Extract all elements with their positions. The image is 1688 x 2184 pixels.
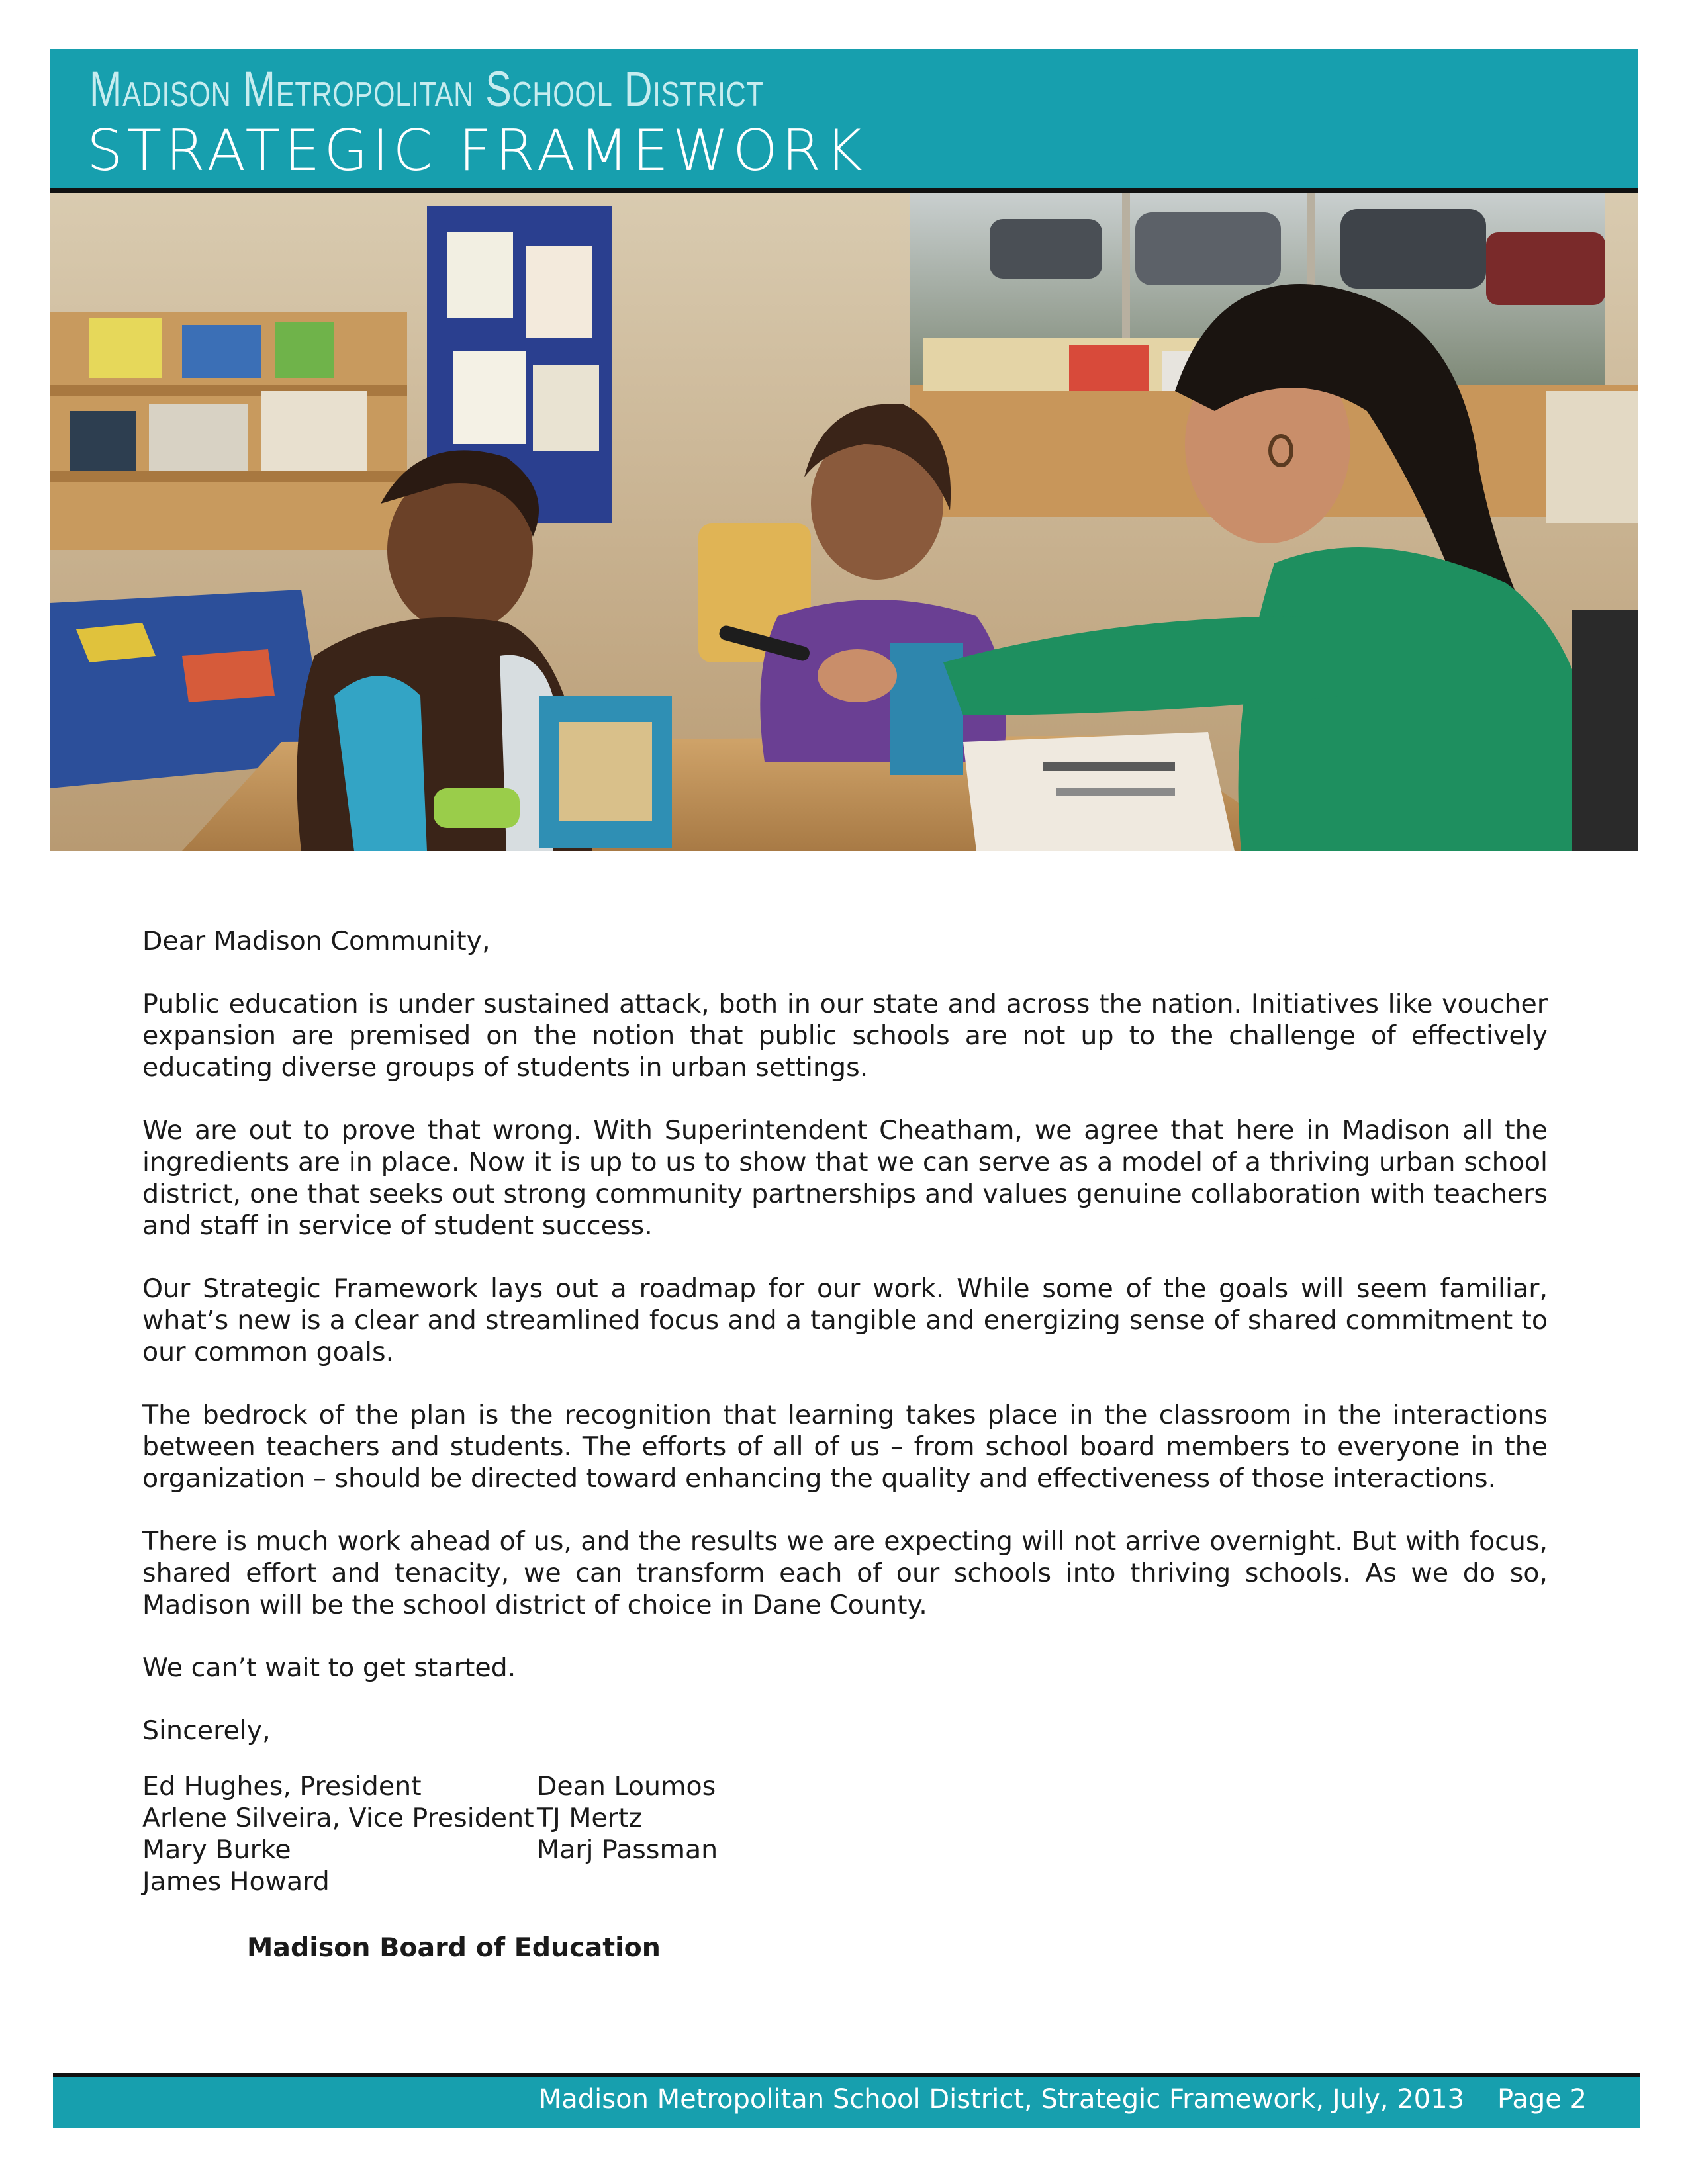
- letter-paragraph: Our Strategic Framework lays out a roadmap for our work. While some of the goals will seem familiar, what’s new is a clear and streamlined focus and a tangible and energizing sense of shared commitment to our common goals.: [142, 1273, 1548, 1367]
- signatory: Arlene Silveira, Vice President: [142, 1803, 534, 1833]
- letter-paragraph: Public education is under sustained attack, both in our state and across the nation. Initiatives like voucher expansion are premised on the notion that public schools are not up to the challenge of effectively educating diverse groups of students in urban settings.: [142, 989, 1548, 1083]
- signatory: TJ Mertz: [537, 1803, 643, 1833]
- letter-paragraph: We can’t wait to get started.: [142, 1653, 516, 1683]
- letter-paragraph: There is much work ahead of us, and the results we are expecting will not arrive overnight. But with focus, shared effort and tenacity, we can transform each of our schools into thriving schools. As we do so, Madison will be the school district of choice in Dane County.: [142, 1526, 1548, 1620]
- signatory: Mary Burke: [142, 1835, 291, 1865]
- signatory: Marj Passman: [537, 1835, 718, 1865]
- classroom-photo: [50, 193, 1638, 851]
- header-banner: [50, 49, 1638, 193]
- signatory: Ed Hughes, President: [142, 1771, 422, 1801]
- page-title: STRATEGIC FRAMEWORK: [87, 118, 867, 184]
- closing: Sincerely,: [142, 1715, 271, 1746]
- footer-text: [539, 2084, 1587, 2115]
- letter-paragraph: We are out to prove that wrong. With Superintendent Cheatham, we agree that here in Madison all the ingredients are in place. Now it is up to us to show that we can serve as a model of a thriving urban school district, one that seeks out strong community partnerships and values genuine collaboration with teachers and staff in service of student success.: [142, 1115, 1548, 1241]
- district-name: Madison Metropolitan School District: [89, 62, 764, 116]
- board-name: Madison Board of Education: [247, 1933, 661, 1963]
- signatories-left: [142, 1770, 534, 1897]
- letter-paragraph: The bedrock of the plan is the recognition that learning takes place in the classroom in the interactions between teachers and students. The efforts of all of us – from school board members to everyone in the organization – should be directed toward enhancing the quality and effectiveness of those interactions.: [142, 1400, 1548, 1494]
- salutation: Dear Madison Community,: [142, 926, 491, 956]
- footer-bar: [53, 2073, 1640, 2128]
- page-number: Page 2: [1497, 2084, 1587, 2115]
- footer-document-title: Madison Metropolitan School District, Strategic Framework, July, 2013: [538, 2084, 1464, 2115]
- signatory: Dean Loumos: [537, 1771, 716, 1801]
- signatory: James Howard: [142, 1866, 330, 1897]
- letter-body: [142, 925, 1548, 1778]
- signatories-right: [537, 1770, 718, 1866]
- classroom-photo-illustration: [50, 193, 1638, 851]
